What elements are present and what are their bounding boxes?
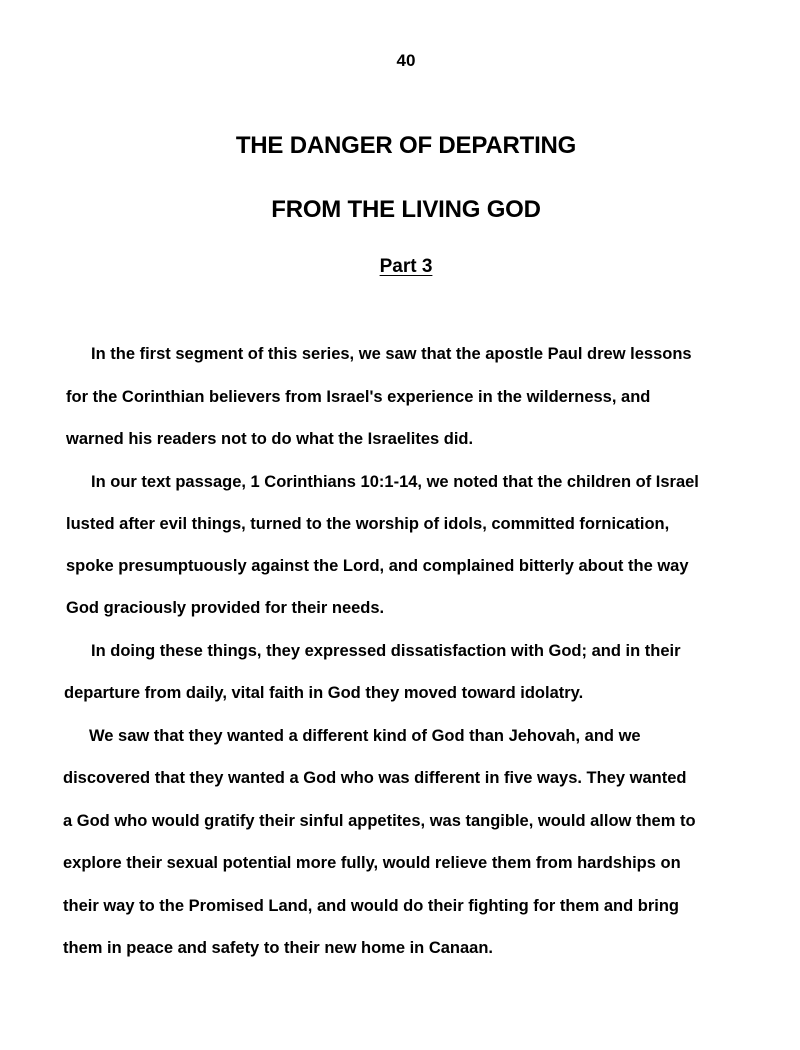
paragraph-3-line-1: In doing these things, they expressed dissatisfaction with God; and in their	[91, 642, 681, 660]
paragraph-4-line-3: a God who would gratify their sinful appetites, was tangible, would allow them to	[63, 812, 696, 830]
page-title-line-1: THE DANGER OF DEPARTING	[235, 132, 577, 159]
page-number: 40	[396, 51, 416, 70]
paragraph-4-line-4: explore their sexual potential more fully, would relieve them from hardships on	[63, 854, 681, 872]
paragraph-1-line-3: warned his readers not to do what the Israelites did.	[66, 430, 474, 448]
paragraph-3-line-2: departure from daily, vital faith in God they moved toward idolatry.	[64, 684, 584, 702]
page-title-line-2: FROM THE LIVING GOD	[271, 196, 541, 223]
paragraph-2-line-1: In our text passage, 1 Corinthians 10:1-14, we noted that the children of Israel	[91, 473, 699, 491]
page-subtitle: Part 3	[379, 256, 433, 277]
paragraph-4-line-2: discovered that they wanted a God who was different in five ways. They wanted	[63, 769, 687, 787]
paragraph-1-line-2: for the Corinthian believers from Israel's experience in the wilderness, and	[66, 388, 651, 406]
paragraph-4-line-5: their way to the Promised Land, and would do their fighting for them and bring	[63, 897, 680, 915]
paragraph-2-line-4: God graciously provided for their needs.	[66, 599, 385, 617]
paragraph-2-line-2: lusted after evil things, turned to the worship of idols, committed fornication,	[66, 515, 670, 533]
paragraph-4-line-1: We saw that they wanted a different kind of God than Jehovah, and we	[89, 727, 641, 745]
paragraph-2-line-3: spoke presumptuously against the Lord, and complained bitterly about the way	[66, 557, 689, 575]
paragraph-4-line-6: them in peace and safety to their new home in Canaan.	[63, 939, 494, 957]
paragraph-1-line-1: In the first segment of this series, we saw that the apostle Paul drew lessons	[91, 345, 692, 363]
